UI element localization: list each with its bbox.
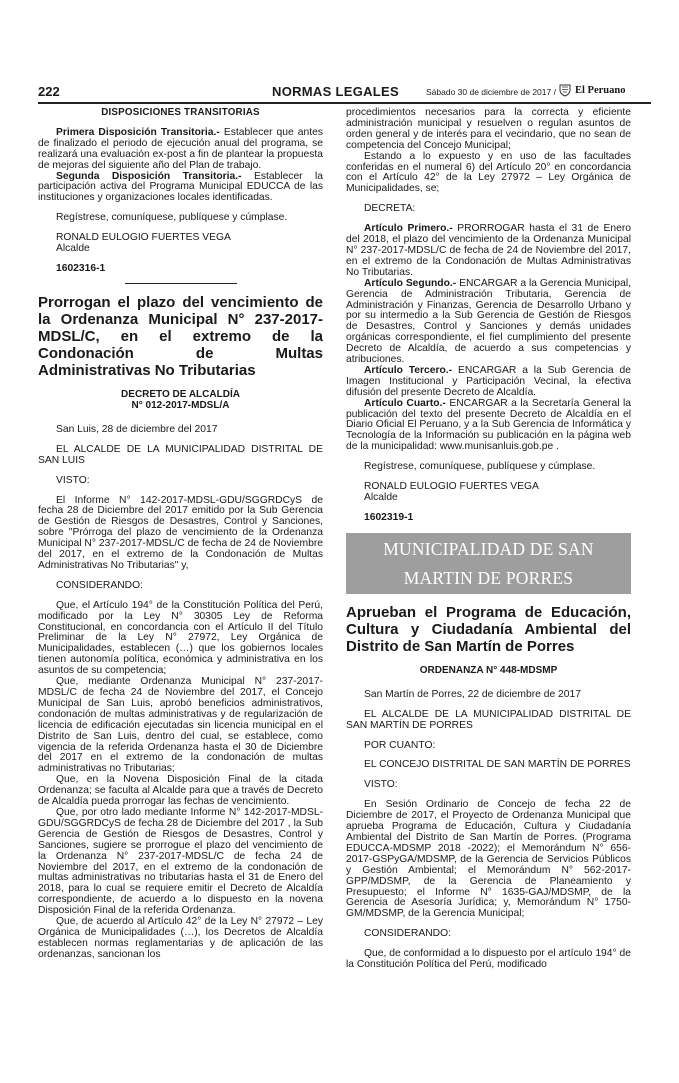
paragraph — [346, 224, 631, 279]
article-text: PRORROGAR hasta el 31 de Enero del 2018, el plazo del vencimiento de la Ordenanza Municipal N° 237-2017-MDSL/C de fecha de 24 de Noviembre del 2017, en el extremo de la Condonación de Multas Administrativas No Tributarias. — [346, 223, 632, 278]
publication-title: NORMAS LEGALES — [272, 84, 399, 99]
article-headline: Aprueban el Programa de Educación, Cultura y Ciudadanía Ambiental del Distrito de San Martín de Porres — [346, 603, 631, 655]
signer-title: Alcalde — [364, 492, 398, 503]
separator-rule — [125, 283, 237, 284]
clause-text: Establecer la participación activa del Programa Municipal EDUCCA de las instituciones y organizaciones locales identificadas. — [38, 170, 324, 204]
shield-emblem-icon — [558, 83, 572, 97]
visto-heading: VISTO: — [364, 779, 398, 791]
section-heading: DISPOSICIONES TRANSITORIAS — [101, 107, 260, 118]
paragraph — [346, 399, 631, 454]
clause-label: Segunda Disposición Transitoria.- — [56, 170, 242, 182]
newspaper-name: El Peruano — [575, 85, 626, 96]
paragraph: Que, de acuerdo al Artículo 42° de la Ley N° 27972 – Ley Orgánica de Municipalidades (…), los Decretos de Alcaldía establecen normas reglamentarias y de aplicación de las ordenanzas, sancionan los — [38, 916, 323, 960]
page-header — [38, 82, 651, 104]
signer-name: RONALD EULOGIO FUERTES VEGA — [56, 232, 231, 244]
municipality-banner — [346, 533, 631, 594]
place-date: San Luis, 28 de diciembre del 2017 — [56, 423, 218, 435]
paragraph — [38, 128, 323, 172]
decreta-heading: DECRETA: — [364, 203, 416, 215]
paragraph: Que, mediante Ordenanza Municipal N° 237-2017-MDSL/C de fecha 24 de Noviembre del 2017, el Concejo Municipal de San Luis, aprobó beneficios administrativos, condonación de multas administrativas y de regularización de licencia de edificación ejecutadas sin licencia municipal en el Distrito de San Luis, dentro del cual, se establece, como vigencia de la referida Ordenanza hasta el 30 de Diciembre del 2017 en el extremo de la condonación de multas administrativas no Tributarias; — [38, 676, 323, 775]
council: EL CONCEJO DISTRITAL DE SAN MARTÍN DE PORRES — [364, 759, 631, 771]
document-code: 1602316-1 — [56, 262, 106, 274]
paragraph: En Sesión Ordinario de Concejo de fecha 22 de Diciembre de 2017, el Proyecto de Ordenanza Municipal que aprueba Programa de Educación, Cultura y Ciudadanía Ambiental del Distrito de San Martín de Porres. (Programa EDUCCA-MDSMP 2018 -2022); el Memorándum N° 656-2017-GSPyGA/MDSMP, de la Gerencia de Servicios Públicos y Gestión Ambiental; el Memorándum N° 562-2017-GPP/MDSMP, de la Gerencia de Planeamiento y Presupuesto; el Informe N° 1635-GAJ/MDSMP, de la Gerencia de Asesoría Jurídica; y, Memorándum N° 1750-GM/MDSMP, de la Gerencia Municipal; — [346, 799, 631, 920]
paragraph — [38, 172, 323, 205]
paragraph — [346, 366, 631, 399]
paragraph: Que, por otro lado mediante Informe N° 142-2017-MDSL-GDU/SGGRDCyS de fecha 28 de Diciembre del 2017 , la Sub Gerencia de Gestión de Riesgos de Desastres, Control y Sanciones, sugiere se prorrogue el plazo del vencimiento de la Ordenanza N° 237-2017-MDSL/C de fecha 24 de Noviembre del 2017, en el extremo de la condonación de multas administrativas no tributarias hasta el 31 de Enero del 2018, para lo cual se requiere emitir el Decreto de Alcaldía correspondiente, de acuerdo a lo dispuesto en la novena Disposición Final de la referida Ordenanza. — [38, 806, 323, 917]
considerando-heading: CONSIDERANDO: — [56, 579, 143, 591]
article-label: Artículo Segundo.- — [364, 277, 457, 289]
visto-heading: VISTO: — [56, 474, 90, 486]
page-number: 222 — [38, 84, 60, 99]
paragraph: Que, en la Novena Disposición Final de la citada Ordenanza; se faculta al Alcalde para que a través de Decreto de Alcaldía pueda prorrogar las fechas de vencimiento. — [38, 774, 323, 808]
considerando-heading: CONSIDERANDO: — [364, 928, 451, 940]
paragraph: El Informe N° 142-2017-MDSL-GDU/SGGRDCyS de fecha 28 de Diciembre del 2017 emitido por la Sub Gerencia de Gestión de Riesgos de Desastres, Control y Sanciones, sobre "Prórroga del plazo de vencimiento de la Ordenanza Municipal N° 237-2017-MDSL/C de fecha de 24 de Noviembre del 2017, en el extremo de la Condonación de Multas Administrativas No Tributarias" y, — [38, 494, 323, 571]
paragraph: Que, el Artículo 194° de la Constitución Política del Perú, modificado por la Ley N° 30305 Ley de Reforma Constitucional, en concordancia con el Artículo II del Título Preliminar de la Ley N° 27972, Ley Orgánica de Municipalidades, establecen (…) que los gobiernos locales tienen autonomía política, económica y administrativa en los asuntos de su competencia; — [38, 599, 323, 677]
decree-number: N° 012-2017-MDSL/A — [131, 399, 230, 411]
decree-title: DECRETO DE ALCALDÍA — [121, 388, 240, 400]
signer-name: RONALD EULOGIO FUERTES VEGA — [364, 481, 539, 493]
por-cuanto-heading: POR CUANTO: — [364, 739, 436, 751]
document-code: 1602319-1 — [364, 511, 414, 523]
clause-label: Primera Disposición Transitoria.- — [56, 126, 220, 138]
closing-formula: Regístrese, comuníquese, publíquese y cúmplase. — [56, 212, 288, 224]
paragraph: Estando a lo expuesto y en uso de las facultades conferidas en el numeral 6) del Artículo 20° en concordancia con el Artículo 42° de la Ley 27972 – Ley Orgánica de Municipalidades, se; — [346, 150, 631, 195]
issuer: EL ALCALDE DE LA MUNICIPALIDAD DISTRITAL DE SAN MARTÍN DE PORRES — [346, 708, 631, 731]
place-date: San Martín de Porres, 22 de diciembre de 2017 — [364, 688, 581, 700]
article-text: ENCARGAR a la Gerencia Municipal, Gerencia de Administración Tributaria, Gerencia de Administración y Finanzas, Gerencia de Desarrollo Urbano y por su intermedio a la Sub Gerencia de Gestión de Riesgos de Desastres, Control y Sanciones y demás unidades orgánicas correspondiente, el fiel cumplimiento del presente Decreto de Alcaldía, de acuerdo a sus competencias y atribuciones. — [346, 277, 631, 366]
right-column — [346, 108, 631, 971]
article-text: ENCARGAR a la Sub Gerencia de Imagen Institucional y Participación Vecinal, la efectiva difusión del presente Decreto de Alcaldía. — [346, 364, 631, 398]
issue-date: Sábado 30 de diciembre de 2017 / — [426, 87, 556, 97]
signer-title: Alcalde — [56, 243, 90, 255]
paragraph: procedimientos necesarios para la correcta y eficiente administración municipal y resuelven o regulan asuntos de orden general y de interés para el vecindario, que no sean de competencia del Concejo Municipal; — [346, 107, 631, 151]
article-label: Artículo Tercero.- — [364, 364, 453, 376]
article-label: Artículo Primero.- — [364, 223, 453, 235]
ordinance-number: ORDENANZA N° 448-MDSMP — [419, 664, 558, 676]
article-headline: Prorrogan el plazo del vencimiento de la Ordenanza Municipal N° 237-2017-MDSL/C, en el extremo de la Condonación de Multas Administrativas No Tributarias — [38, 293, 323, 379]
paragraph — [346, 279, 631, 366]
closing-formula: Regístrese, comuníquese, publíquese y cúmplase. — [364, 461, 596, 473]
article-text: ENCARGAR a la Secretaría General la publicación del texto del presente Decreto de Alcaldía en el Diario Oficial El Peruano, y a la Sub Gerencia de Informática y Tecnología de la Información su publicación en la página web de la municipalidad: www.munisanluis.gob.pe . — [346, 397, 631, 453]
banner-line: MARTIN DE PORRES — [403, 567, 574, 588]
banner-line: MUNICIPALIDAD DE SAN — [383, 538, 594, 559]
clause-text: Establecer que antes de finalizado el periodo de ejecución anual del programa, se realizará una evaluación ex-post a fin de plantear la propuesta de mejoras del siguiente año del Plan de trabajo. — [38, 126, 323, 171]
issuer: EL ALCALDE DE LA MUNICIPALIDAD DISTRITAL DE SAN LUIS — [38, 443, 323, 466]
paragraph: Que, de conformidad a lo dispuesto por el artículo 194° de la Constitución Política del Perú, modificado — [346, 948, 631, 971]
left-column — [38, 108, 323, 961]
article-label: Artículo Cuarto.- — [364, 397, 446, 409]
